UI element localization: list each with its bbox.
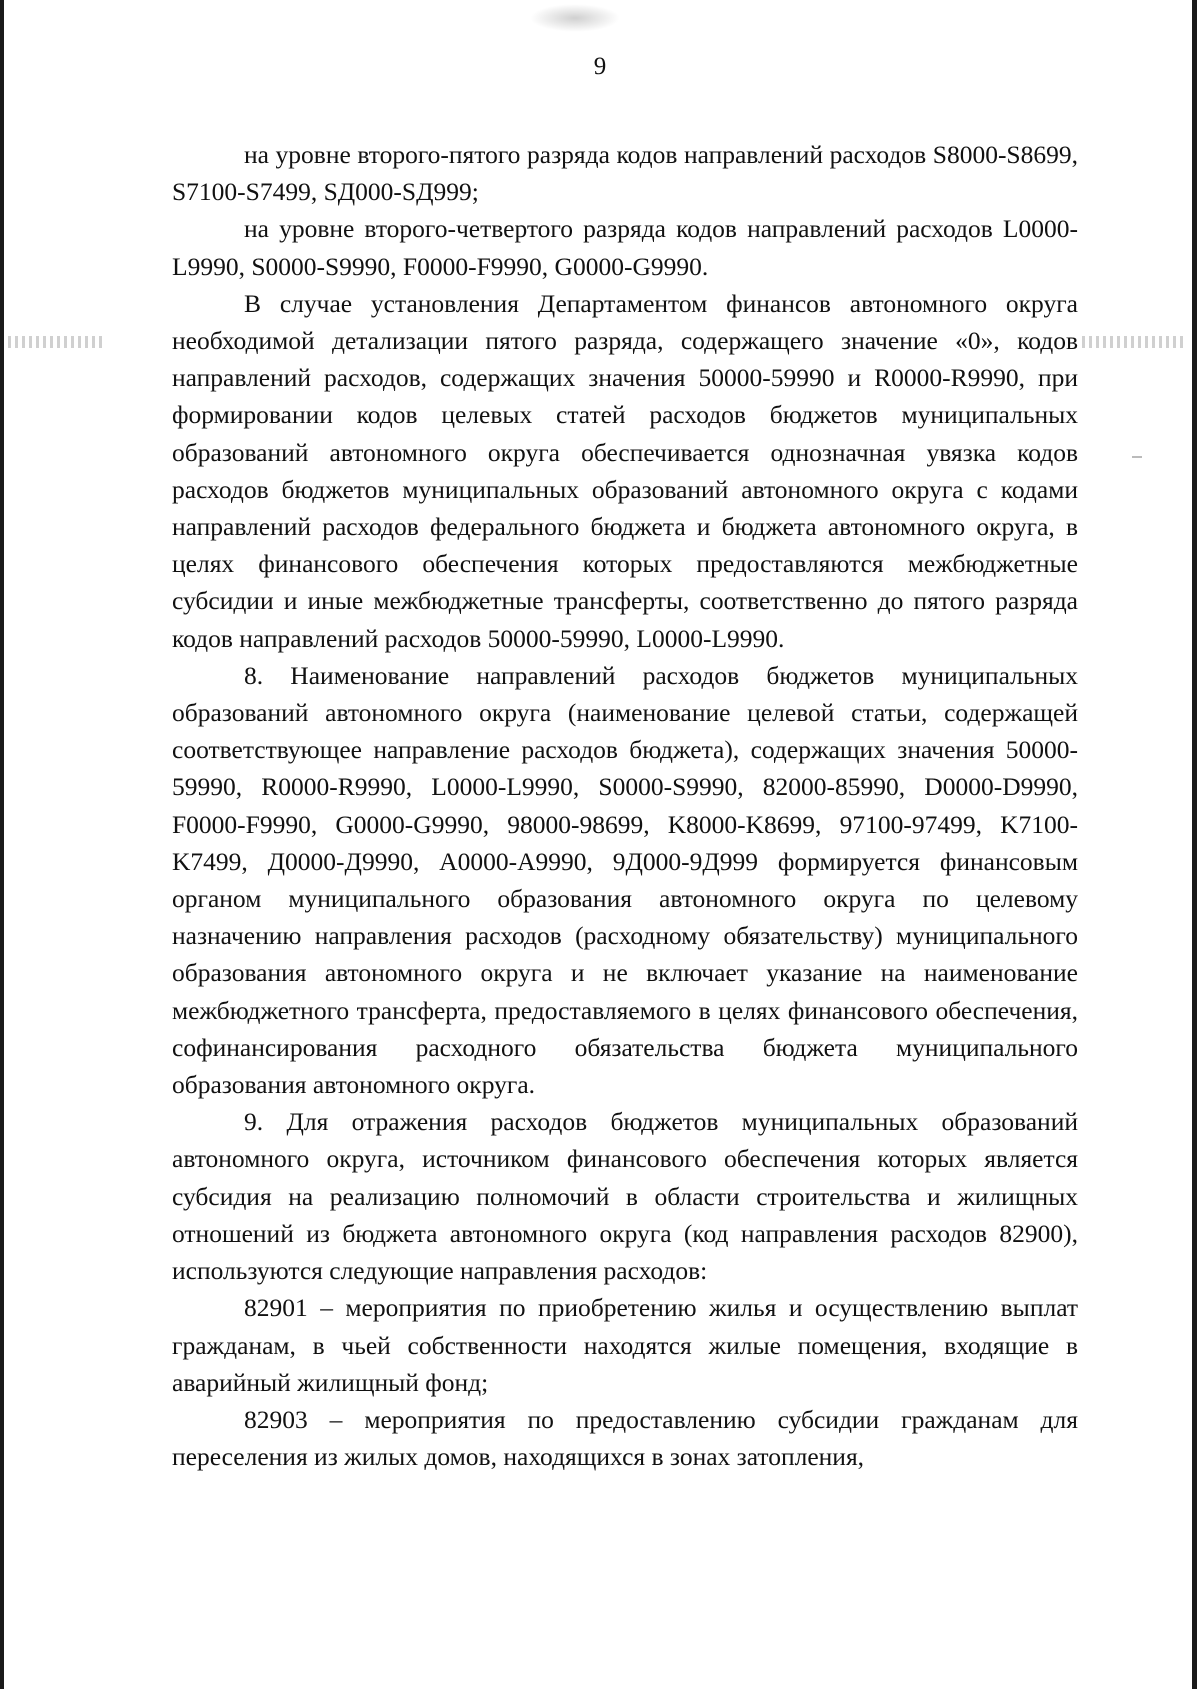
scan-artifact-dot xyxy=(1132,456,1142,458)
paragraph-level-2-4: на уровне второго-четвертого разряда кодов направлений расходов L0000-L9990, S0000-S9990, F0000-F9990, G0000-G9990. xyxy=(172,214,1078,281)
document-body xyxy=(172,136,1078,1475)
paragraph-detailing: В случае установления Департаментом финансов автономного округа необходимой детализации пятого разряда, содержащего значение «0», кодов направлений расходов, содержащих значения 50000-59990 и R0000-R9990, при формировании кодов целевых статей расходов бюджетов муниципальных образований автономного округа обеспечивается однозначная увязка кодов расходов бюджетов муниципальных образований автономного округа с кодами направлений расходов федерального бюджета и бюджета автономного округа, в целях финансового обеспечения которых предоставляются межбюджетные субсидии и иные межбюджетные трансферты, соответственно до пятого разряда кодов направлений расходов 50000-59990, L0000-L9990. xyxy=(172,288,1078,653)
scan-artifact-right xyxy=(1082,336,1187,348)
page-number: 9 xyxy=(593,53,607,80)
paragraph-code-82901: 82901 – мероприятия по приобретению жилья и осуществлению выплат гражданам, в чьей собственности находятся жилые помещения, входящие в аварийный жилищный фонд; xyxy=(172,1293,1078,1397)
paragraph-code-82903: 82903 – мероприятия по предоставлению субсидии гражданам для переселения из жилых домов, находящихся в зонах затопления, xyxy=(172,1404,1078,1472)
scan-edge-right xyxy=(1192,0,1197,1689)
paragraph-item-8: 8. Наименование направлений расходов бюджетов муниципальных образований автономного округа (наименование целевой статьи, содержащей соответствующее направление расходов бюджета), содержащих значения 50000-59990, R0000-R9990, L0000-L9990, S0000-S9990, 82000-85990, D0000-D9990, F0000-F9990, G0000-G9990, 98000-98699, K8000-K8699, 97100-97499, K7100-K7499, Д0000-Д9990, A0000-A9990, 9Д000-9Д999 формируется финансовым органом муниципального образования автономного округа по целевому назначению направления расходов (расходному обязательству) муниципального образования автономного округа и не включает указание на наименование межбюджетного трансферта, предоставляемого в целях финансового обеспечения, софинансирования расходного обязательства бюджета муниципального образования автономного округа. xyxy=(172,660,1078,1100)
paragraph-level-2-5: на уровне второго-пятого разряда кодов направлений расходов S8000-S8699, S7100-S7499, SД000-SД999; xyxy=(172,140,1078,207)
scan-artifact-top xyxy=(530,4,620,32)
scan-edge-left xyxy=(0,0,4,1689)
paragraph-item-9: 9. Для отражения расходов бюджетов муниципальных образований автономного округа, источником финансового обеспечения которых является субсидия на реализацию полномочий в области строительства и жилищных отношений из бюджета автономного округа (код направления расходов 82900), используются следующие направления расходов: xyxy=(172,1107,1078,1286)
scan-artifact-left xyxy=(8,336,103,348)
